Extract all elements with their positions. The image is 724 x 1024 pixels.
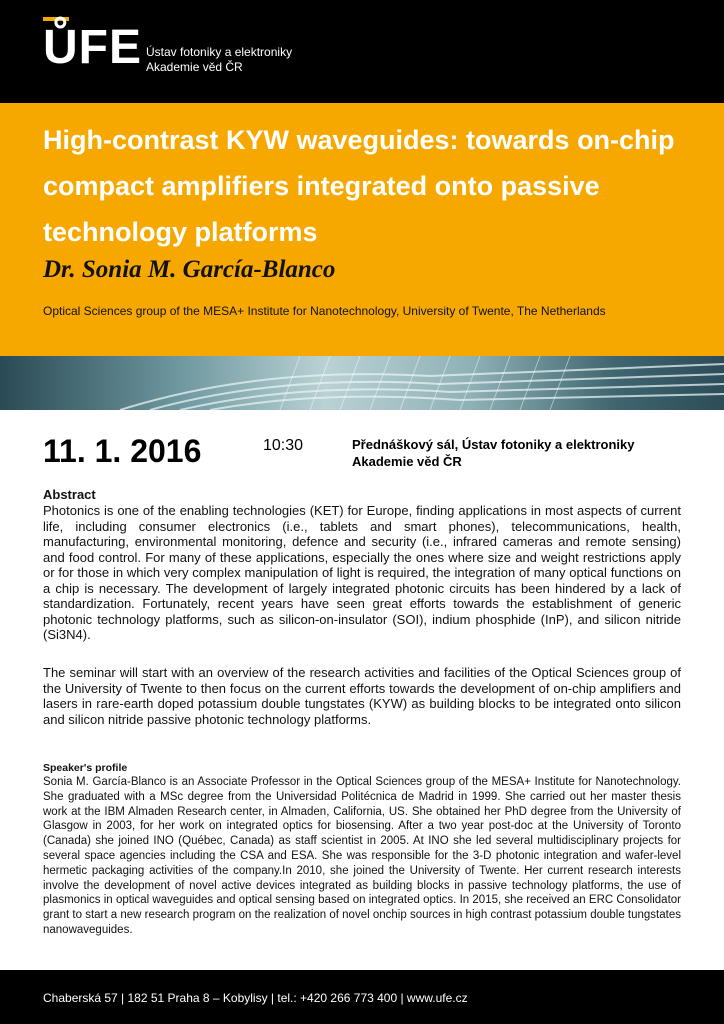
institute-line-2: Akademie věd ČR: [146, 60, 243, 74]
footer-bar: [0, 970, 724, 1024]
abstract-heading: Abstract: [43, 487, 96, 502]
profile-text: Sonia M. García-Blanco is an Associate Professor in the Optical Sciences group of the MESA+ Institute for Nanotechnology. She graduated with a MSc degree from the Universidad Politécnica de Madrid in 1999. She carried out her master thesis work at the IBM Almaden Research center, in Almaden, California, US. She obtained her PhD degree from the University of Glasgow in 2003, for her work on integrated optics for biosensing. After a two year post-doc at the University of Toronto (Canada) she joined INO (Québec, Canada) as staff scientist in 2005. At INO she led several multidisciplinary projects for several space agencies including the CSA and ESA. She was responsible for the 3-D photonic integration and wafer-level hermetic packaging activities of the company.In 2010, she joined the University of Twente. Her current research interests involve the development of novel active devices integrated as building blocks in passive technology platforms, the use of plasmonics in optical waveguides and optical sensing based on integrated optics. In 2015, she received an ERC Consolidator grant to start a new research program on the realization of novel onchip sources in high contrast potassium double tungstates nanowaveguides.: [43, 776, 681, 936]
abstract-paragraph-2: The seminar will start with an overview of the research activities and facilities of the Optical Sciences group of the University of Twente to then focus on the current efforts towards the development of on-chip amplifiers and lasers in rare-earth doped potassium double tungstates (KYW) as building blocks to be integrated onto silicon and silicon nitride passive photonic technology platforms.: [43, 665, 681, 727]
talk-title: High-contrast KYW waveguides: towards on-chip compact amplifiers integrated onto passive technology platforms: [43, 125, 675, 247]
waveguide-graphic: [0, 356, 724, 410]
event-venue: [352, 436, 635, 470]
venue-line-1: Přednáškový sál, Ústav fotoniky a elektroniky: [352, 437, 635, 452]
ufe-logo: ŮFE: [43, 21, 142, 74]
profile-heading: Speaker's profile: [43, 762, 128, 774]
institute-name: [146, 45, 292, 75]
abstract-paragraph-1: Photonics is one of the enabling technologies (KET) for Europe, finding applications in most aspects of current life, including consumer electronics (i.e., tablets and smart phones), telecommunications, health, manufacturing, environmental monitoring, defence and security (i.e., infrared cameras and remote sensing) and food control. For many of these applications, especially the ones where size and weight restrictions apply or for those in which very complex manipulation of light is required, the integration of many optical functions on a chip is necessary. The development of largely integrated photonic circuits has been hindered by a lack of standardization. Fortunately, recent years have seen great efforts towards the establishment of generic photonic technology platforms, such as silicon-on-insulator (SOI), indium phosphide (InP), and silicon nitride (Si3N4).: [43, 503, 681, 642]
institute-line-1: Ústav fotoniky a elektroniky: [146, 45, 293, 59]
header-bar: [0, 0, 724, 103]
photonics-banner-image: [0, 356, 724, 410]
event-date: 11. 1. 2016: [43, 433, 202, 469]
event-time: 10:30: [263, 437, 304, 454]
speaker-name: Dr. Sonia M. García-Blanco: [43, 256, 336, 283]
venue-line-2: Akademie věd ČR: [352, 454, 462, 469]
speaker-affiliation: Optical Sciences group of the MESA+ Institute for Nanotechnology, University of Twente, The Netherlands: [43, 304, 606, 318]
footer-contact: Chaberská 57 | 182 51 Praha 8 – Kobylisy | tel.: +420 266 773 400 | www.ufe.cz: [43, 991, 468, 1005]
